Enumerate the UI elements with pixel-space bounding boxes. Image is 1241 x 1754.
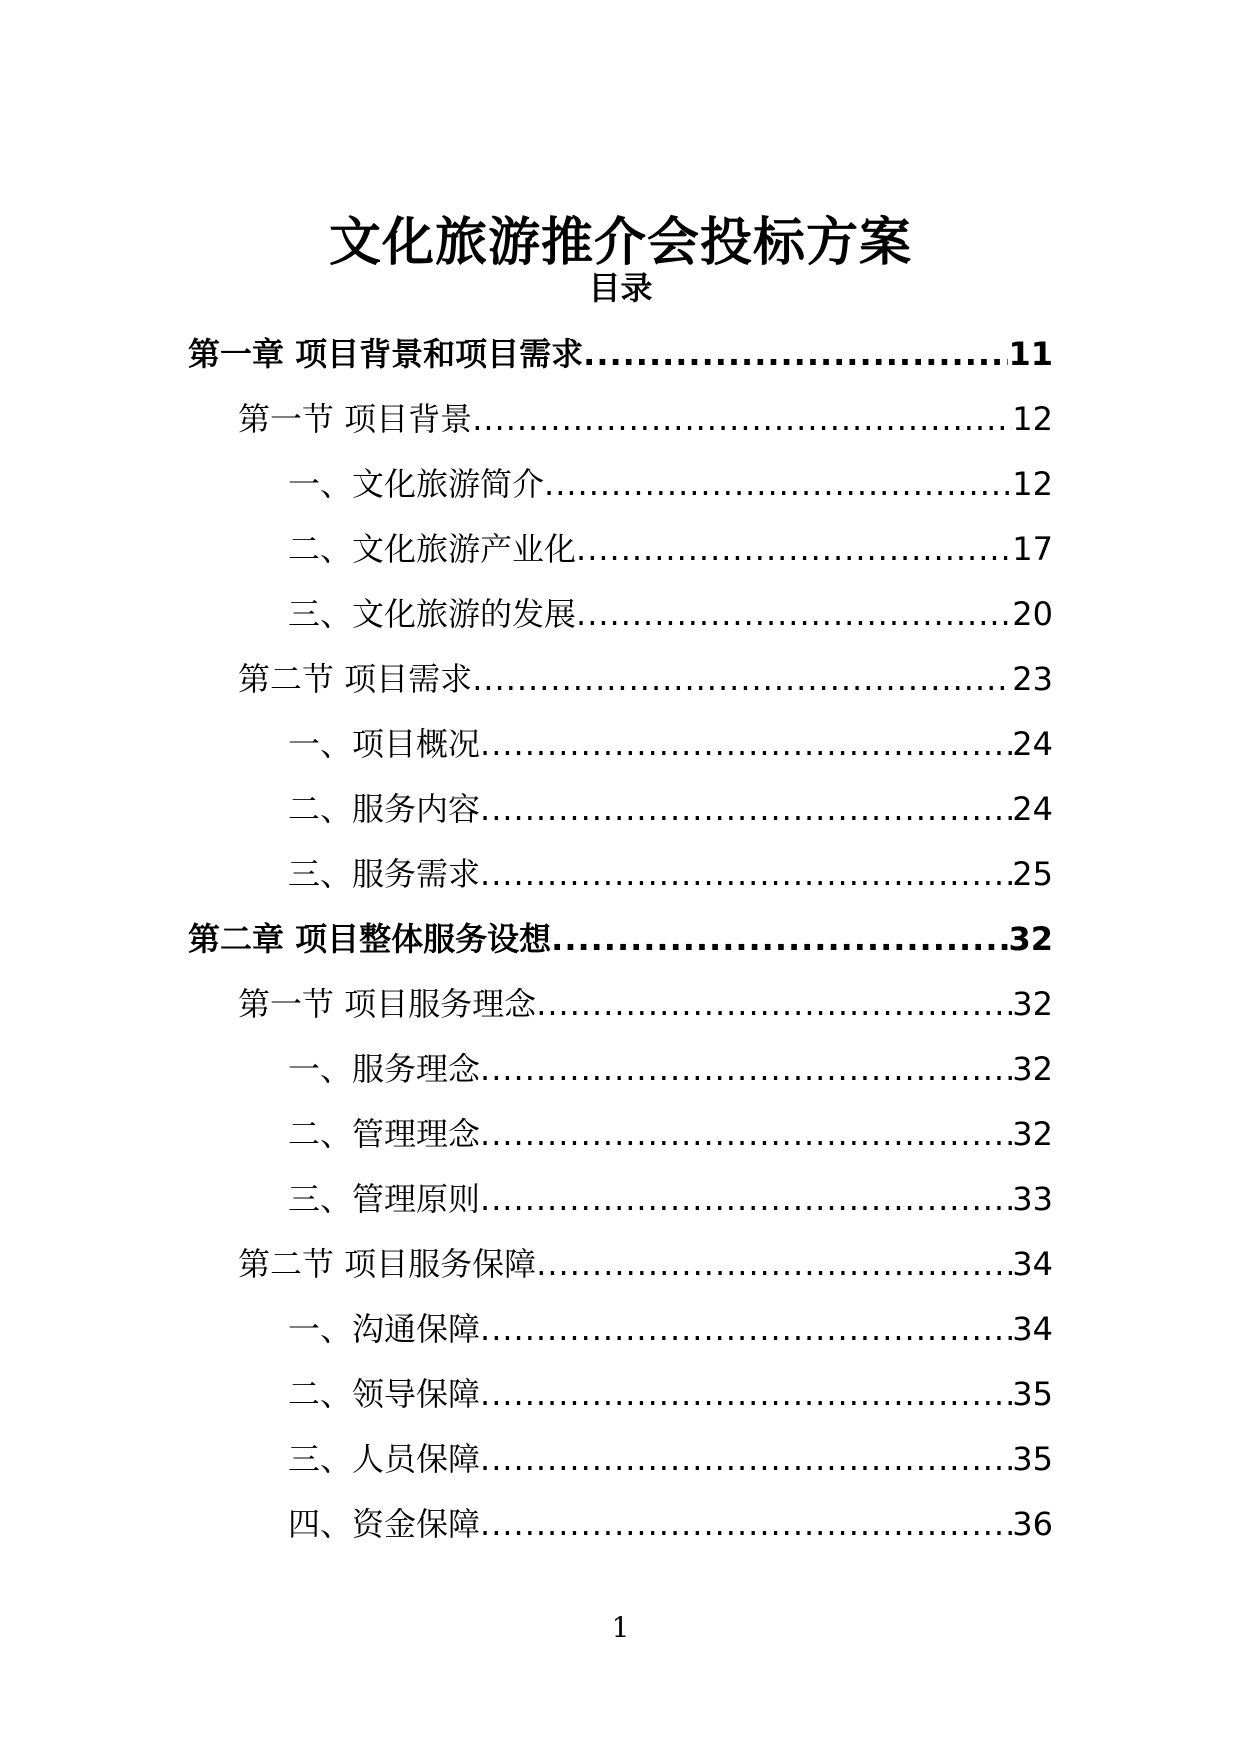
toc-entry-label: 第二章 项目整体服务设想 — [188, 920, 552, 958]
toc-entry[interactable] — [0, 651, 1241, 716]
toc-entry[interactable] — [0, 521, 1241, 586]
toc-entry-label: 三、管理原则 — [288, 1180, 481, 1218]
toc-entry-page: 25 — [1012, 855, 1053, 893]
toc-entry-label: 三、人员保障 — [288, 1440, 481, 1478]
toc-entry-page: 32 — [1008, 920, 1053, 958]
dot-leader — [551, 917, 1008, 961]
dot-leader — [536, 982, 1012, 1026]
toc-entry[interactable] — [0, 1171, 1241, 1236]
table-of-contents — [0, 326, 1241, 1561]
dot-leader — [480, 1502, 1012, 1546]
toc-entry-label: 二、管理理念 — [288, 1115, 481, 1153]
toc-entry[interactable] — [0, 1301, 1241, 1366]
document-title: 文化旅游推介会投标方案 — [328, 212, 912, 273]
toc-entry[interactable] — [0, 976, 1241, 1041]
toc-entry-page: 20 — [1012, 595, 1053, 633]
toc-entry-page: 32 — [1012, 985, 1053, 1023]
toc-entry[interactable] — [0, 1236, 1241, 1301]
toc-entry[interactable] — [0, 586, 1241, 651]
toc-entry[interactable] — [0, 781, 1241, 846]
toc-entry-label: 一、服务理念 — [288, 1050, 481, 1088]
toc-entry-page: 34 — [1012, 1245, 1053, 1283]
toc-entry[interactable] — [0, 1431, 1241, 1496]
toc-entry-page: 32 — [1012, 1115, 1053, 1153]
toc-entry[interactable] — [0, 326, 1241, 391]
dot-leader — [480, 1177, 1012, 1221]
toc-entry[interactable] — [0, 391, 1241, 456]
dot-leader — [472, 397, 1012, 441]
toc-entry-label: 第二节 项目服务保障 — [238, 1245, 537, 1283]
dot-leader — [480, 1307, 1012, 1351]
toc-entry-page: 24 — [1012, 725, 1053, 763]
dot-leader — [480, 722, 1012, 766]
toc-entry-label: 四、资金保障 — [288, 1505, 481, 1543]
toc-entry[interactable] — [0, 1366, 1241, 1431]
toc-heading: 目录 — [588, 269, 653, 307]
dot-leader — [576, 527, 1012, 571]
toc-entry-page: 35 — [1012, 1440, 1053, 1478]
toc-entry[interactable] — [0, 1106, 1241, 1171]
dot-leader — [480, 787, 1012, 831]
toc-entry[interactable] — [0, 911, 1241, 976]
toc-entry-label: 二、文化旅游产业化 — [288, 530, 577, 568]
dot-leader — [480, 1047, 1012, 1091]
dot-leader — [576, 592, 1012, 636]
toc-entry-page: 35 — [1012, 1375, 1053, 1413]
dot-leader — [544, 462, 1012, 506]
toc-entry[interactable] — [0, 456, 1241, 521]
toc-entry[interactable] — [0, 716, 1241, 781]
toc-entry-label: 一、文化旅游简介 — [288, 465, 545, 503]
toc-entry-label: 一、沟通保障 — [288, 1310, 481, 1348]
toc-entry-page: 12 — [1012, 465, 1053, 503]
dot-leader — [536, 1242, 1012, 1286]
toc-entry-label: 第一节 项目背景 — [238, 400, 473, 438]
dot-leader — [480, 1112, 1012, 1156]
toc-entry-label: 三、服务需求 — [288, 855, 481, 893]
toc-entry[interactable] — [0, 1496, 1241, 1561]
toc-entry-page: 34 — [1012, 1310, 1053, 1348]
dot-leader — [472, 657, 1012, 701]
toc-entry-page: 24 — [1012, 790, 1053, 828]
toc-entry-label: 第二节 项目需求 — [238, 660, 473, 698]
toc-entry-page: 11 — [1008, 335, 1053, 373]
dot-leader — [480, 1437, 1012, 1481]
page-number: 1 — [611, 1611, 630, 1644]
toc-entry[interactable] — [0, 1041, 1241, 1106]
toc-entry-label: 二、服务内容 — [288, 790, 481, 828]
dot-leader — [480, 852, 1012, 896]
toc-entry-label: 第一章 项目背景和项目需求 — [188, 335, 584, 373]
toc-entry-page: 33 — [1012, 1180, 1053, 1218]
toc-entry-label: 二、领导保障 — [288, 1375, 481, 1413]
dot-leader — [480, 1372, 1012, 1416]
toc-entry-label: 第一节 项目服务理念 — [238, 985, 537, 1023]
dot-leader — [583, 332, 1008, 376]
toc-entry-label: 一、项目概况 — [288, 725, 481, 763]
toc-entry-label: 三、文化旅游的发展 — [288, 595, 577, 633]
toc-entry-page: 32 — [1012, 1050, 1053, 1088]
toc-entry-page: 23 — [1012, 660, 1053, 698]
toc-entry-page: 12 — [1012, 400, 1053, 438]
toc-entry[interactable] — [0, 846, 1241, 911]
toc-entry-page: 17 — [1012, 530, 1053, 568]
toc-entry-page: 36 — [1012, 1505, 1053, 1543]
